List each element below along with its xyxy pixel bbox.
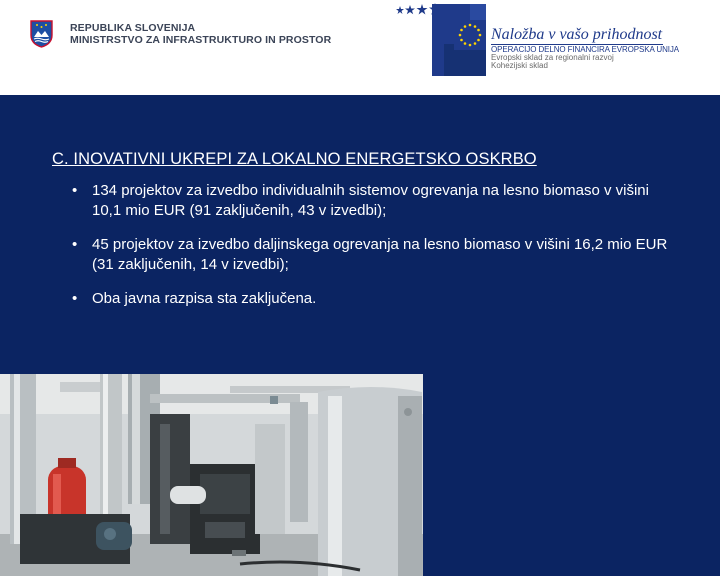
bullet-item	[72, 289, 672, 309]
bullet-item	[72, 235, 672, 275]
eu-funding-line: OPERACIJO DELNO FINANCIRA EVROPSKA UNIJA	[491, 45, 680, 54]
eu-flag-icon	[432, 4, 486, 76]
boiler-room-illustration	[0, 374, 423, 576]
header	[0, 0, 720, 95]
bullet-text: 134 projektov za izvedbo individualnih sistemov ogrevanja na lesno biomaso v višini 10,1 mio EUR (91 zaključenih, 43 v izvedbi);	[92, 182, 649, 219]
ministry-line-1: REPUBLIKA SLOVENIJA	[70, 22, 196, 34]
biomass-boiler-room-photo	[0, 374, 423, 576]
bullet-text: 45 projektov za izvedbo daljinskega ogrevanja na lesno biomaso v višini 16,2 mio EUR (31 zaključenih, 14 v izvedbi);	[92, 236, 668, 273]
ministry-line-2: MINISTRSTVO ZA INFRASTRUKTURO IN PROSTOR	[70, 34, 332, 46]
bullet-text: Oba javna razpisa sta zaključena.	[92, 290, 317, 307]
eu-slogan: Naložba v vašo prihodnost	[491, 26, 663, 43]
bullet-item	[72, 181, 672, 221]
slide-title: C. INOVATIVNI UKREPI ZA LOKALNO ENERGETSKO OSKRBO	[52, 150, 537, 168]
bullet-icon: •	[72, 182, 78, 199]
ministry-name	[70, 22, 331, 47]
eu-fund-erdf: Evropski sklad za regionalni razvoj	[491, 53, 614, 62]
bullet-list	[72, 181, 672, 323]
bullet-icon: •	[72, 236, 78, 253]
eu-fund-cohesion: Kohezijski sklad	[491, 61, 548, 70]
bullet-icon: •	[72, 290, 78, 307]
slovenia-coat-of-arms-icon	[30, 20, 53, 48]
